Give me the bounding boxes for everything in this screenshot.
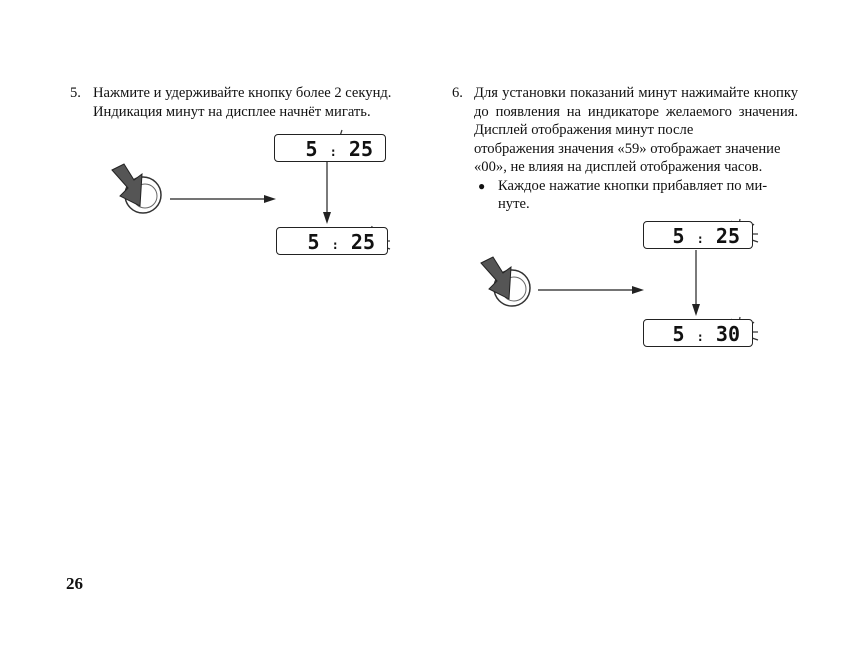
page-number: 26 [66, 574, 83, 593]
lcd-hour: 5 [672, 224, 685, 248]
step-6-bullet: Каждое нажатие кнопки прибавляет по ми- [498, 177, 768, 194]
lcd-digits: 5 : 30 [672, 322, 740, 346]
press-button-icon [481, 257, 530, 306]
step-5-number: 5. [70, 85, 81, 101]
arrow-down-icon [692, 250, 700, 316]
lcd-display-after [643, 319, 753, 347]
lcd-minutes: 25 [350, 230, 375, 254]
lcd-hour: 5 [307, 230, 320, 254]
lcd-minutes: 30 [715, 322, 740, 346]
lcd-display-before [643, 221, 753, 249]
lcd-hour: 5 [305, 137, 318, 161]
lcd-hour: 5 [672, 322, 685, 346]
step-6-paragraph-end: отображения значения «59» отображает значение «00», не влияя на дисплей отображения часов. [474, 140, 781, 175]
arrow-right-icon [538, 286, 644, 294]
lcd-minutes: 25 [348, 137, 373, 161]
step-6-bullet-end: нуте. [498, 196, 530, 212]
lcd-digits: 5 : 25 [305, 137, 373, 161]
step-6-number: 6. [452, 85, 463, 101]
lcd-digits: 5 : 25 [307, 230, 375, 254]
step-5-line-1: Нажмите и удерживайте кнопку более 2 секунд. [93, 85, 392, 101]
lcd-digits: 5 : 25 [672, 224, 740, 248]
step-5-line-2: Индикация минут на дисплее начнёт мигать. [93, 103, 371, 120]
step-6-paragraph: Для установки показаний минут нажимайте кнопку до появления на индикаторе желаемого значения. Дисплей отображения минут после [474, 85, 798, 138]
bullet-dot-icon: ● [478, 178, 486, 193]
lcd-minutes: 25 [715, 224, 740, 248]
